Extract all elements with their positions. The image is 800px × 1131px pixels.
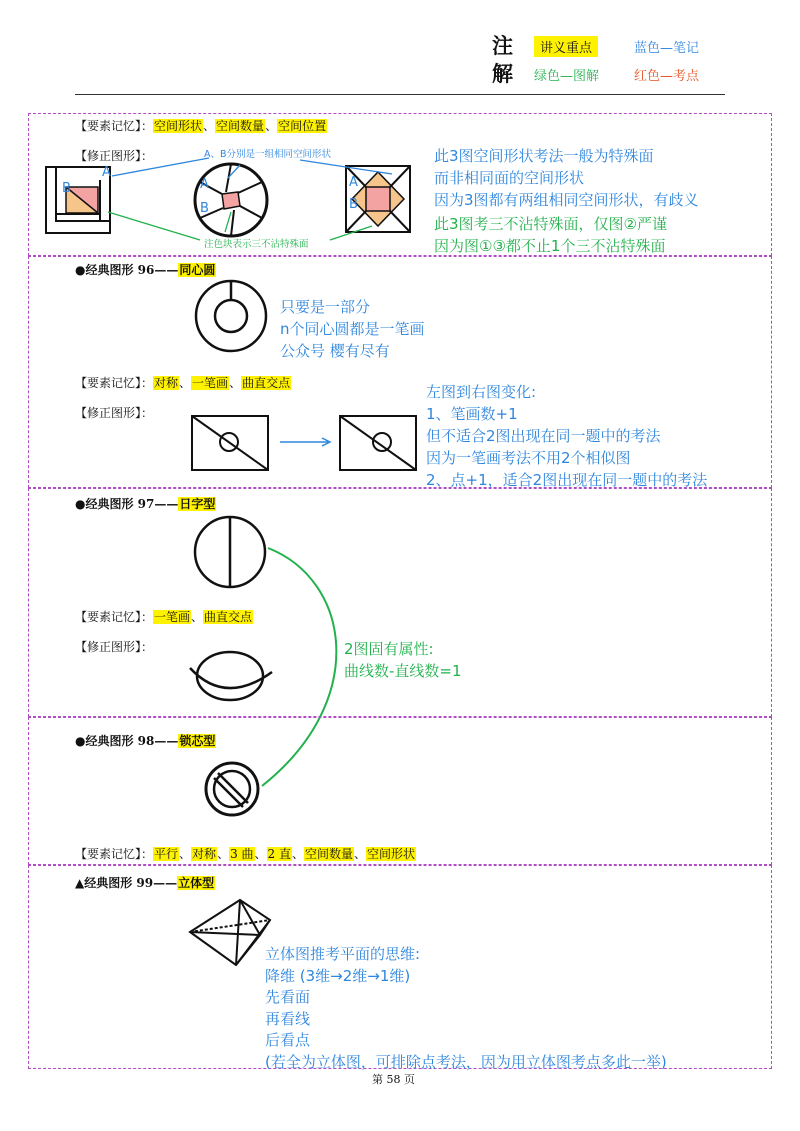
sec2-blue-notes-top: 只要是一部分 n个同心圆都是一笔画 公众号 樱有尽有 bbox=[280, 298, 425, 360]
sec2-title: ●经典图形 96——同心圆 bbox=[75, 263, 216, 277]
legend-blue: 蓝色—笔记 bbox=[634, 41, 700, 56]
header-zhu: 注 bbox=[492, 34, 513, 58]
sec3-green-notes: 2图固有属性: 曲线数-直线数=1 bbox=[344, 640, 462, 680]
legend-green: 绿色—图解 bbox=[534, 69, 600, 84]
memo-line-2: 【要素记忆】：对称、一笔画、曲直交点 bbox=[75, 376, 291, 390]
sec1-green-notes: 此3图考三不沾特殊面，仅图②严谨 因为图①③都不止1个三不沾特殊面 bbox=[434, 215, 667, 255]
page-number: 第 58 页 bbox=[372, 1073, 415, 1086]
fix-label-1: 【修正图形】： bbox=[75, 149, 154, 163]
sec1-blue-notes: 此3图空间形状考法一般为特殊面 而非相同面的空间形状 因为3图都有两组相同空间形状，有歧义 bbox=[434, 147, 699, 209]
fig1-label-a: A bbox=[102, 165, 111, 180]
fig2-label-b: B bbox=[200, 201, 209, 216]
fix-label-2: 【修正图形】： bbox=[75, 406, 154, 420]
memo-line-1: 【要素记忆】：空间形状、空间数量、空间位置 bbox=[75, 119, 327, 133]
solid-octahedron-figure bbox=[190, 900, 270, 965]
memo-line-3: 【要素记忆】：一笔画、曲直交点 bbox=[75, 610, 253, 624]
fix-label-3: 【修正图形】： bbox=[75, 640, 154, 654]
note-shaded-special-face: 注色块表示三不沾特殊面 bbox=[204, 239, 309, 250]
fig2-label-a: A bbox=[200, 177, 209, 192]
legend-key-points: 讲义重点 bbox=[534, 36, 598, 57]
fig1-label-b: B bbox=[62, 181, 71, 196]
sec3-title: ●经典图形 97——日字型 bbox=[75, 497, 216, 511]
sec2-blue-notes-right: 左图到右图变化: 1、笔画数+1 但不适合2图出现在同一题中的考法 因为一笔画考法不用2个相似图 2、点+1，适合2图出现在同一题中的考法 bbox=[426, 383, 708, 489]
legend-red: 红色—考点 bbox=[634, 69, 700, 84]
header-jie: 解 bbox=[492, 62, 513, 86]
fig3-label-b: B bbox=[349, 197, 358, 212]
sec5-title: ▲经典图形 99——立体型 bbox=[75, 876, 215, 890]
sec5-blue-notes: 立体图推考平面的思维: 降维 (3维→2维→1维) 先看面 再看线 后看点 (若全为立体图，可排除点考法，因为用立体图考点多此一举) bbox=[265, 945, 667, 1071]
sec4-title: ●经典图形 98——锁芯型 bbox=[75, 734, 216, 748]
fig3-label-a: A bbox=[349, 175, 358, 190]
memo-line-4: 【要素记忆】：平行、对称、3 曲、2 直、空间数量、空间形状 bbox=[75, 847, 416, 861]
note-ab-same-shape: A、B分别是一组相同空间形状 bbox=[204, 149, 332, 160]
